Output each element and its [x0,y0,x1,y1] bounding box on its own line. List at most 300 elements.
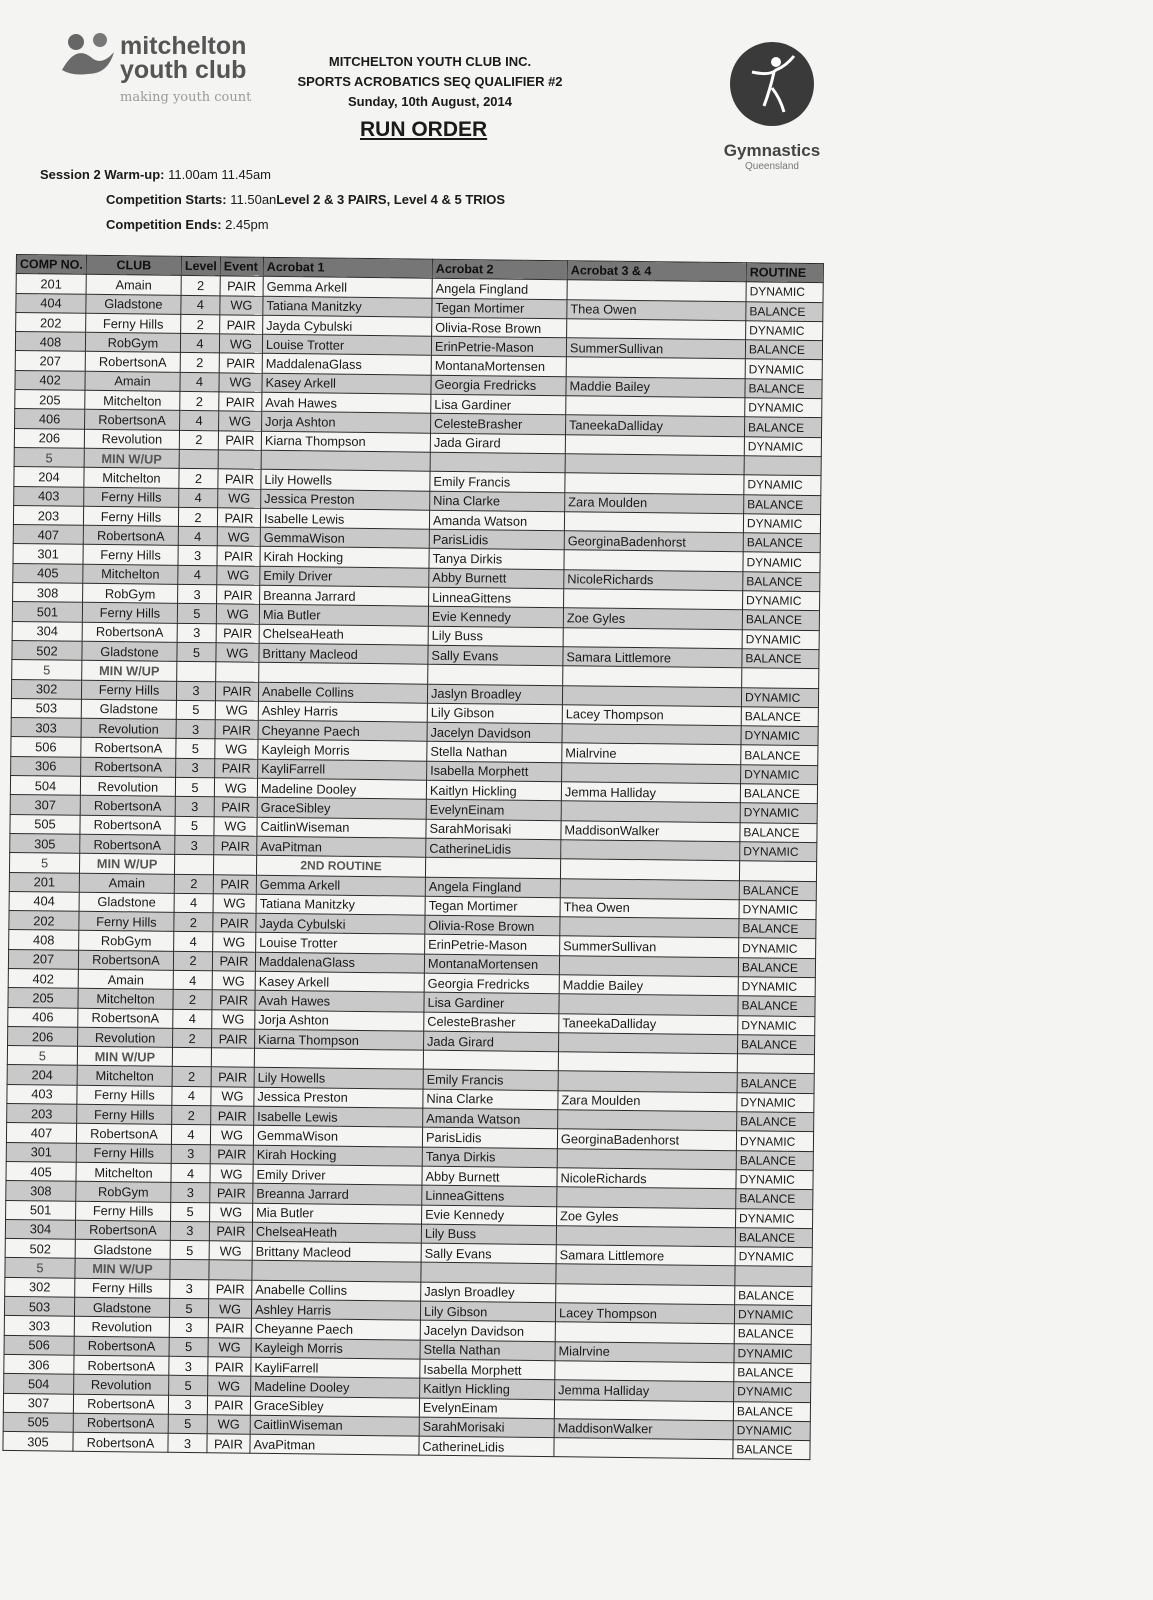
cell-routine [742,668,819,688]
cell-event: WG [215,739,258,759]
cell-acrobat-3-4: Zara Moulden [558,1090,737,1111]
cell-comp-no: 306 [11,756,81,776]
cell-acrobat-1: GraceSibley [250,1396,419,1417]
cell-acrobat-2: MontanaMortensen [431,356,566,377]
cell-acrobat-3-4: Maddie Bailey [559,975,738,996]
cell-routine: BALANCE [734,1363,811,1383]
cell-acrobat-1: Avah Hawes [255,991,424,1012]
cell-acrobat-3-4 [562,762,741,783]
cell-comp-no: 302 [11,679,81,699]
cell-routine: DYNAMIC [739,900,816,920]
cell-club: Mitchelton [84,468,179,488]
col-acrobat-3-4: Acrobat 3 & 4 [567,261,746,282]
cell-comp-no: 406 [15,409,85,429]
cell-event: PAIR [214,797,257,817]
cell-acrobat-3-4 [567,319,746,340]
cell-comp-no: 204 [7,1065,77,1085]
cell-routine: DYNAMIC [738,977,815,997]
cell-level: 3 [171,1144,210,1164]
cell-acrobat-3-4: GeorginaBadenhorst [557,1129,736,1150]
cell-routine [744,456,821,476]
cell-level: 2 [178,507,217,527]
cell-acrobat-3-4 [559,994,738,1015]
logo-line-2: youth club [120,56,247,84]
cell-acrobat-1: Jayda Cybulski [256,913,425,934]
cell-routine: DYNAMIC [740,842,817,862]
cell-routine: DYNAMIC [744,436,821,456]
cell-level: 2 [181,276,220,296]
cell-event: PAIR [212,990,255,1010]
cell-comp-no: 203 [7,1104,77,1124]
cell-event: WG [220,295,263,315]
cell-club: Amain [79,873,174,893]
cell-event: PAIR [208,1357,251,1377]
cell-acrobat-1: Louise Trotter [262,334,431,355]
cell-routine: DYNAMIC [735,1208,812,1228]
cell-event: PAIR [211,1029,254,1049]
cell-comp-no: 407 [6,1123,76,1143]
cell-club: RobertsonA [81,757,176,777]
cell-club: RobertsonA [85,410,180,430]
cell-acrobat-2: MontanaMortensen [424,954,559,975]
cell-club: Revolution [74,1317,169,1337]
event-date: Sunday, 10th August, 2014 [348,94,512,109]
cell-comp-no: 305 [10,833,80,853]
cell-routine: BALANCE [742,649,819,669]
cell-acrobat-1: 2ND ROUTINE [256,855,425,876]
cell-event: WG [214,816,257,836]
cell-club: RobertsonA [85,352,180,372]
cell-event [211,1048,254,1068]
cell-club: Mitchelton [78,989,173,1009]
col-acrobat-1: Acrobat 1 [263,257,432,278]
cell-routine: DYNAMIC [736,1170,813,1190]
cell-comp-no: 307 [3,1393,73,1413]
cell-level: 5 [169,1337,208,1357]
cell-level: 2 [172,1028,211,1048]
cell-club: Ferny Hills [77,1104,172,1124]
mitchelton-logo [58,30,278,110]
cell-acrobat-3-4: Thea Owen [560,898,739,919]
cell-event: PAIR [215,720,258,740]
cell-level: 3 [168,1433,207,1453]
cell-routine: DYNAMIC [745,359,822,379]
cell-event: WG [207,1415,250,1435]
cell-acrobat-3-4 [564,550,743,571]
cell-comp-no: 502 [12,640,82,660]
cell-event [209,1260,252,1280]
cell-club: Mitchelton [77,1066,172,1086]
cell-acrobat-1: Kiarna Thompson [261,431,430,452]
cell-acrobat-1: Jessica Preston [254,1087,423,1108]
cell-acrobat-2: Stella Nathan [420,1340,555,1361]
cell-acrobat-3-4 [560,859,739,880]
cell-acrobat-2: Emily Francis [423,1070,558,1091]
cell-event: PAIR [211,1067,254,1087]
table-body [3,274,823,1460]
gym-logo-name: Gymnastics [723,141,821,160]
cell-club: MIN W/UP [82,661,177,681]
cell-routine: DYNAMIC [741,726,818,746]
cell-event: WG [217,566,260,586]
gymnastics-queensland-logo [712,42,832,187]
cell-comp-no: 402 [8,968,78,988]
cell-level: 3 [178,546,217,566]
cell-acrobat-1: AvaPitman [257,836,426,857]
cell-acrobat-1: Kirah Hocking [260,547,429,568]
cell-acrobat-1: MaddalenaGlass [262,354,431,375]
cell-routine: BALANCE [741,707,818,727]
cell-comp-no: 206 [8,1026,78,1046]
cell-level: 5 [175,816,214,836]
cell-club: Ferny Hills [79,911,174,931]
cell-routine: BALANCE [746,301,823,321]
cell-comp-no: 303 [11,718,81,738]
cell-acrobat-3-4: Zoe Gyles [563,608,742,629]
cell-acrobat-3-4: NicoleRichards [564,569,743,590]
logo-wordmark [120,34,246,82]
cell-event: PAIR [209,1222,252,1242]
cell-event: PAIR [207,1434,250,1454]
cell-routine: BALANCE [733,1401,810,1421]
cell-acrobat-2: Lily Gibson [420,1301,555,1322]
cell-level: 2 [173,951,212,971]
cell-club: Amain [86,275,181,295]
cell-routine: DYNAMIC [738,1015,815,1035]
mitchelton-people-icon [58,30,118,80]
cell-acrobat-3-4 [565,434,744,455]
cell-level: 5 [177,604,216,624]
cell-acrobat-1: Jessica Preston [261,489,430,510]
cell-club: MIN W/UP [75,1259,170,1279]
cell-acrobat-2: ParisLidis [422,1128,557,1149]
cell-acrobat-3-4: Lacey Thompson [562,705,741,726]
cell-club: Amain [85,371,180,391]
cell-event: WG [219,334,262,354]
cell-event: WG [217,527,260,547]
cell-comp-no: 405 [6,1161,76,1181]
cell-comp-no: 403 [14,486,84,506]
cell-routine: BALANCE [743,533,820,553]
cell-acrobat-2 [425,857,560,878]
cell-club: RobertsonA [73,1432,168,1452]
cell-acrobat-1: Cheyanne Paech [251,1319,420,1340]
cell-club: MIN W/UP [77,1046,172,1066]
cell-acrobat-3-4: Samara Littlemore [563,647,742,668]
cell-comp-no: 5 [7,1046,77,1066]
cell-acrobat-1: CaitlinWiseman [257,817,426,838]
cell-acrobat-1: KayliFarrell [258,759,427,780]
cell-event: PAIR [210,1144,253,1164]
cell-acrobat-2: CelesteBrasher [424,1012,559,1033]
cell-acrobat-1: Lily Howells [254,1068,423,1089]
cell-comp-no: 501 [6,1200,76,1220]
cell-routine: BALANCE [734,1324,811,1344]
cell-acrobat-3-4 [560,878,739,899]
cell-comp-no: 5 [5,1258,75,1278]
cell-routine: BALANCE [740,784,817,804]
cell-club: Gladstone [81,699,176,719]
cell-acrobat-1: Mia Butler [253,1203,422,1224]
cell-acrobat-2: Jada Girard [430,433,565,454]
cell-comp-no: 304 [5,1219,75,1239]
cell-level: 2 [179,430,218,450]
cell-acrobat-1: Ashley Harris [258,701,427,722]
cell-acrobat-3-4: Samara Littlemore [556,1245,735,1266]
cell-level: 4 [181,295,220,315]
cell-level: 2 [181,314,220,334]
cell-acrobat-1: Gemma Arkell [263,277,432,298]
cell-comp-no: 403 [7,1084,77,1104]
cell-club: Gladstone [86,294,181,314]
cell-club: Ferny Hills [75,1278,170,1298]
cell-acrobat-1 [252,1261,421,1282]
cell-event: WG [219,373,262,393]
cell-acrobat-3-4: Mialrvine [562,743,741,764]
page-title: RUN ORDER [360,118,488,141]
cell-club: Mitchelton [83,564,178,584]
cell-event [218,450,261,470]
cell-acrobat-3-4 [558,1071,737,1092]
cell-acrobat-2: Tanya Dirkis [422,1147,557,1168]
cell-level: 3 [177,623,216,643]
ends-label: Competition Ends: [106,217,222,232]
cell-acrobat-1: Jayda Cybulski [263,315,432,336]
cell-comp-no: 504 [4,1374,74,1394]
cell-comp-no: 505 [3,1412,73,1432]
cell-event: PAIR [220,315,263,335]
cell-level: 5 [175,777,214,797]
cell-routine: DYNAMIC [744,475,821,495]
cell-acrobat-2: Emily Francis [430,471,565,492]
cell-level: 3 [169,1356,208,1376]
cell-event: WG [213,894,256,914]
cell-level: 2 [172,1105,211,1125]
cell-comp-no: 506 [4,1335,74,1355]
cell-routine: DYNAMIC [739,938,816,958]
cell-acrobat-2: Jada Girard [423,1031,558,1052]
cell-club: RobertsonA [83,525,178,545]
cell-acrobat-3-4: TaneekaDalliday [559,1013,738,1034]
cell-level: 3 [176,681,215,701]
warmup-value: 11.00am 11.45am [168,167,272,182]
cell-acrobat-2: EvelynEinam [426,800,561,821]
cell-acrobat-2 [428,664,563,685]
cell-comp-no: 404 [16,293,86,313]
cell-club: MIN W/UP [84,448,179,468]
cell-level: 4 [180,372,219,392]
cell-level: 4 [174,893,213,913]
cell-acrobat-2: Sally Evans [421,1243,556,1264]
cell-acrobat-2: Sally Evans [428,645,563,666]
cell-club: Ferny Hills [84,487,179,507]
cell-routine: DYNAMIC [740,803,817,823]
cell-event: WG [216,643,259,663]
gymnast-icon [730,42,814,126]
cell-comp-no: 301 [6,1142,76,1162]
cell-routine: DYNAMIC [746,321,823,341]
cell-acrobat-3-4: Zara Moulden [565,492,744,513]
cell-comp-no: 301 [13,544,83,564]
cell-acrobat-3-4 [556,1283,735,1304]
cell-acrobat-1: Avah Hawes [262,392,431,413]
cell-acrobat-3-4 [557,1148,736,1169]
cell-acrobat-3-4 [557,1187,736,1208]
cell-comp-no: 207 [15,351,85,371]
cell-routine: BALANCE [745,340,822,360]
cell-club: RobertsonA [81,738,176,758]
cell-acrobat-2: Georgia Fredricks [424,973,559,994]
cell-comp-no: 201 [9,872,79,892]
cell-acrobat-2: SarahMorisaki [419,1417,554,1438]
starts-value: 11.50an [230,192,277,207]
cell-club: Ferny Hills [82,603,177,623]
cell-acrobat-2: Kaitlyn Hickling [426,780,561,801]
cell-acrobat-3-4 [561,840,740,861]
cell-comp-no: 304 [12,621,82,641]
cell-routine: DYNAMIC [734,1382,811,1402]
cell-acrobat-3-4: TaneekaDalliday [565,415,744,436]
cell-acrobat-2: Lisa Gardiner [424,992,559,1013]
cell-acrobat-3-4 [559,955,738,976]
cell-club: Revolution [80,776,175,796]
cell-acrobat-3-4: Lacey Thompson [555,1303,734,1324]
cell-routine: DYNAMIC [742,591,819,611]
cell-acrobat-1: Kasey Arkell [262,373,431,394]
cell-club: RobGym [79,931,174,951]
cell-acrobat-3-4: MaddisonWalker [554,1418,733,1439]
cell-event: PAIR [213,913,256,933]
cell-acrobat-2: Tegan Mortimer [425,896,560,917]
cell-acrobat-1: Tatiana Manitzky [263,296,432,317]
cell-event: PAIR [217,508,260,528]
cell-acrobat-1: KayliFarrell [251,1357,420,1378]
cell-routine: BALANCE [735,1285,812,1305]
cell-level: 3 [170,1221,209,1241]
cell-acrobat-1: Kasey Arkell [255,971,424,992]
cell-club: Gladstone [82,641,177,661]
cell-acrobat-2: Amanda Watson [423,1108,558,1129]
cell-level: 3 [171,1183,210,1203]
cell-club: RobertsonA [75,1220,170,1240]
cell-acrobat-1 [259,663,428,684]
cell-club: Mitchelton [85,390,180,410]
cell-acrobat-2: Jaslyn Broadley [427,684,562,705]
cell-club: Gladstone [74,1297,169,1317]
cell-acrobat-1: Tatiana Manitzky [256,894,425,915]
cell-routine: DYNAMIC [743,514,820,534]
cell-comp-no: 203 [13,505,83,525]
cell-acrobat-2: ParisLidis [429,529,564,550]
cell-level: 3 [176,719,215,739]
cell-acrobat-3-4 [563,666,742,687]
cell-event: WG [210,1164,253,1184]
event-header [285,52,575,112]
cell-acrobat-1: Anabelle Collins [258,682,427,703]
cell-acrobat-3-4 [560,917,739,938]
cell-acrobat-3-4 [563,627,742,648]
cell-acrobat-1: GemmaWison [253,1126,422,1147]
cell-club: Ferny Hills [77,1085,172,1105]
cell-level [172,1047,211,1067]
cell-club: Ferny Hills [83,506,178,526]
cell-acrobat-2 [423,1050,558,1071]
cell-acrobat-3-4 [558,1052,737,1073]
cell-level: 3 [178,584,217,604]
cell-acrobat-3-4 [555,1322,734,1343]
cell-club: RobertsonA [74,1355,169,1375]
cell-level: 3 [175,797,214,817]
cell-event [213,855,256,875]
cell-routine: DYNAMIC [737,1092,814,1112]
cell-level [177,662,216,682]
cell-comp-no: 308 [6,1181,76,1201]
cell-acrobat-1: Emily Driver [253,1164,422,1185]
cell-comp-no: 503 [11,698,81,718]
event-name: SPORTS ACROBATICS SEQ QUALIFIER #2 [297,74,563,89]
cell-level: 4 [180,334,219,354]
cell-acrobat-2: CelesteBrasher [430,414,565,435]
cell-routine: DYNAMIC [734,1343,811,1363]
cell-level: 2 [180,353,219,373]
cell-acrobat-2: CatherineLidis [426,838,561,859]
cell-comp-no: 305 [3,1432,73,1452]
cell-level: 4 [174,932,213,952]
cell-club: Revolution [84,429,179,449]
cell-acrobat-2: Angela Fingland [432,279,567,300]
cell-event: PAIR [209,1279,252,1299]
cell-event: WG [212,971,255,991]
cell-comp-no: 308 [13,583,83,603]
cell-club: Revolution [77,1027,172,1047]
run-order-table [2,254,824,1460]
cell-event: PAIR [214,836,257,856]
cell-acrobat-2: Jacelyn Davidson [420,1320,555,1341]
cell-event: PAIR [217,546,260,566]
cell-comp-no: 504 [10,775,80,795]
cell-level: 5 [169,1376,208,1396]
cell-event: PAIR [217,585,260,605]
cell-level: 4 [173,1009,212,1029]
gym-logo-sub: Queensland [745,161,799,172]
cell-routine: BALANCE [735,1228,812,1248]
cell-event: WG [215,701,258,721]
cell-club: RobGym [83,583,178,603]
cell-club: Ferny Hills [76,1201,171,1221]
cell-comp-no: 408 [15,332,85,352]
cell-acrobat-3-4: Jemma Halliday [555,1380,734,1401]
cell-event: PAIR [218,430,261,450]
cell-acrobat-2: LinneaGittens [429,587,564,608]
cell-acrobat-2: Jaslyn Broadley [421,1282,556,1303]
cell-club: RobertsonA [78,950,173,970]
cell-routine: BALANCE [739,880,816,900]
cell-acrobat-1: Isabelle Lewis [260,508,429,529]
cell-acrobat-3-4: Thea Owen [567,299,746,320]
cell-acrobat-1: Breanna Jarrard [253,1183,422,1204]
cell-routine: BALANCE [738,996,815,1016]
cell-routine: BALANCE [736,1150,813,1170]
cell-routine: BALANCE [739,919,816,939]
cell-comp-no: 306 [4,1354,74,1374]
cell-level: 4 [171,1163,210,1183]
cell-acrobat-3-4: Jemma Halliday [561,782,740,803]
cell-acrobat-1: MaddalenaGlass [255,952,424,973]
cell-event: WG [216,604,259,624]
cell-event: WG [210,1125,253,1145]
cell-club: Ferny Hills [81,680,176,700]
cell-acrobat-1: Kayleigh Morris [251,1338,420,1359]
